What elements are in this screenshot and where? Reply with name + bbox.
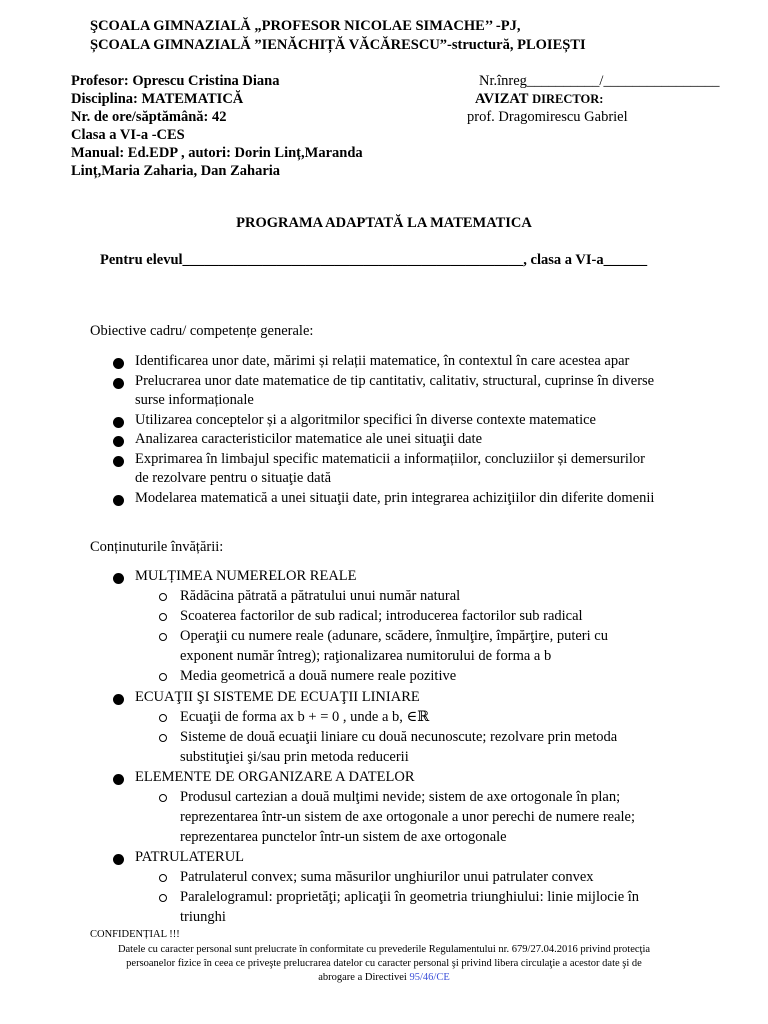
content-item: triunghi [180,909,226,926]
content-item: substituţiei şi/sau prin metoda reducerii [180,748,409,765]
objective-item: surse informaționale [135,392,254,408]
section-title: PATRULATERUL [135,849,245,866]
manual-line1: Manual: Ed.EDP , autori: Dorin Linț,Maranda [71,145,363,161]
sub-bullet-icon [159,894,167,902]
document-title: PROGRAMA ADAPTATĂ LA MATEMATICA [236,215,532,231]
sub-bullet-icon [159,794,167,802]
sub-bullet-icon [159,613,167,621]
content-item: Scoaterea factorilor de sub radical; introducerea factorilor sub radical [180,608,583,625]
content-item: Rădăcina pătrată a pătratului unui număr natural [180,588,461,604]
bullet-icon [113,417,124,428]
directive-link[interactable]: 95/46/CE [409,972,450,983]
content-item: Patrulaterul convex; suma măsurilor unghiurilor unui patrulater convex [180,869,594,886]
objective-item: Exprimarea în limbajul specific matematicii a informațiilor, concluziilor și demersurilor [135,450,645,467]
bullet-icon [113,378,124,389]
section-title: ELEMENTE DE ORGANIZARE A DATELOR [135,768,415,785]
privacy-line2: persoanelor fizice în ceea ce priveşte prelucrarea datelor cu caracter personal şi privind libera circulaţie a acestor date şi de [126,958,642,969]
sub-bullet-icon [159,593,167,601]
content-item: reprezentarea într-un sistem de axe ortogonale a unor perechi de numere reale; [180,808,636,825]
content-item: exponent număr întreg); raţionalizarea numitorului de forma a b [180,648,552,665]
school-name-line1: ŞCOALA GIMNAZIALĂ „PROFESOR NICOLAE SIMACHE’’ -PJ, [90,18,521,34]
sub-bullet-icon [159,673,167,681]
bullet-icon [113,456,124,467]
sub-bullet-icon [159,734,167,742]
bullet-icon [113,854,124,865]
class-label: Clasa a VI-a -CES [71,127,185,143]
bullet-icon [113,358,124,369]
discipline: Disciplina: MATEMATICĂ [71,91,244,107]
registration-number: Nr.înreg__________/________________ [479,73,720,89]
section-title: ECUAŢII ŞI SISTEME DE ECUAŢII LINIARE [135,688,420,705]
content-item: Produsul cartezian a două mulţimi nevide; sistem de axe ortogonale în plan; [180,788,621,805]
bullet-icon [113,774,124,785]
objective-item: Identificarea unor date, mărimi și relații matematice, în contextul în care acestea apar [135,353,630,369]
section-title: MULȚIMEA NUMERELOR REALE [135,568,357,584]
avizat-label: AVIZAT [475,91,529,107]
hours-per-week: Nr. de ore/săptămână: 42 [71,109,227,125]
objective-item: Prelucrarea unor date matematice de tip cantitativ, calitativ, structural, cuprinse în diverse [135,372,655,389]
sub-bullet-icon [159,633,167,641]
manual-line2: Linț,Maria Zaharia, Dan Zaharia [71,163,281,179]
bullet-icon [113,573,124,584]
privacy-line3 [0,971,768,984]
content-item: Ecuaţii de forma ax b + = 0 , unde a b, ∈ℝ [180,708,430,725]
bullet-icon [113,694,124,705]
confidential-label: CONFIDENȚIAL !!! [90,929,180,940]
contents-heading: Conținuturile învățării: [90,539,224,555]
sub-bullet-icon [159,714,167,722]
objective-item: de rezolvare pentru o situaţie dată [135,470,332,486]
objective-item: Utilizarea conceptelor și a algoritmilor specifici în diverse contexte matematice [135,411,596,428]
school-name-line2: ȘCOALA GIMNAZIALĂ ”IENĂCHIȚĂ VĂCĂRESCU”-structură, PLOIEȘTI [90,37,586,53]
privacy-line3-text: abrogare a Directivei [318,972,407,983]
content-item: Operaţii cu numere reale (adunare, scădere, înmulţire, împărţire, puteri cu [180,628,608,645]
objectives-heading: Obiective cadru/ competențe generale: [90,323,314,339]
content-item: reprezentarea punctelor într-un sistem de axe ortogonale [180,829,507,845]
teacher-name: Profesor: Oprescu Cristina Diana [71,73,280,89]
director-approval [475,91,603,108]
content-item: Sisteme de două ecuaţii liniare cu două necunoscute; rezolvare prin metoda [180,728,618,745]
bullet-icon [113,495,124,506]
content-item: Media geometrică a două numere reale pozitive [180,668,457,685]
objective-item: Analizarea caracteristicilor matematice ale unei situaţii date [135,431,483,447]
privacy-line1: Datele cu caracter personal sunt prelucrate în conformitate cu prevederile Regulamentului nr. 679/27.04.2016 privind protecţia [117,944,651,955]
director-label: DIRECTOR: [532,92,604,106]
student-line: Pentru elevul_______________________________________________, clasa a VI-a______ [100,252,648,268]
objective-item: Modelarea matematică a unei situaţii date, prin integrarea achiziţiilor din diferite domenii [135,489,655,506]
sub-bullet-icon [159,874,167,882]
director-name: prof. Dragomirescu Gabriel [467,109,628,125]
bullet-icon [113,436,124,447]
content-item: Paralelogramul: proprietăţi; aplicaţii în geometria triunghiului: linie mijlocie în [180,889,640,906]
